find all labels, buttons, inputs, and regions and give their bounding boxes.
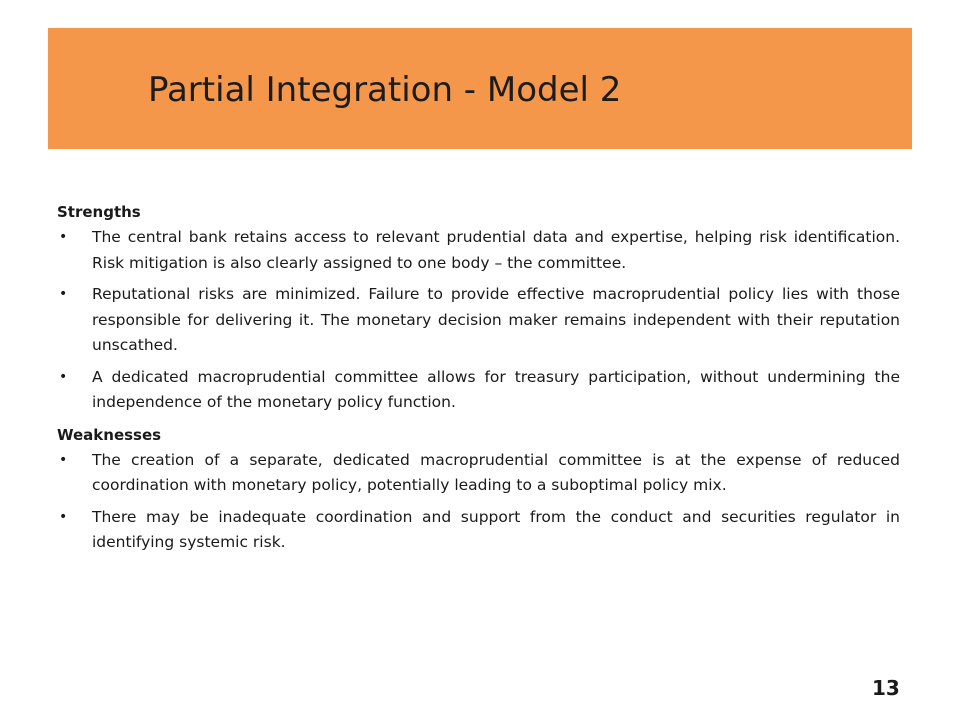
bullet-icon: • [59, 286, 68, 302]
strength-text: Reputational risks are minimized. Failure to provide effective macroprudential policy lies with those responsible for delivering it. The monetary decision maker remains independent with their reputation unscathed. [92, 285, 900, 354]
page-number: 13 [872, 676, 900, 700]
strength-item [57, 365, 900, 416]
slide-title: Partial Integration - Model 2 [148, 70, 622, 110]
strengths-list [57, 225, 900, 416]
weaknesses-list [57, 448, 900, 556]
strengths-heading: Strengths [57, 203, 141, 221]
weaknesses-heading: Weaknesses [57, 425, 162, 444]
weakness-text: The creation of a separate, dedicated macroprudential committee is at the expense of reduced coordination with monetary policy, potentially leading to a suboptimal policy mix. [92, 450, 900, 494]
strength-text: The central bank retains access to relevant prudential data and expertise, helping risk identification. Risk mitigation is also clearly assigned to one body – the committee. [92, 228, 900, 272]
bullet-icon: • [59, 229, 68, 245]
weakness-item [57, 448, 900, 499]
bullet-icon: • [59, 508, 68, 525]
slide-content [57, 199, 900, 562]
bullet-icon: • [59, 451, 68, 468]
bullet-icon: • [59, 368, 68, 385]
strength-text: A dedicated macroprudential committee allows for treasury participation, without undermining the independence of the monetary policy function. [92, 367, 900, 411]
weakness-text: There may be inadequate coordination and support from the conduct and securities regulator in identifying systemic risk. [92, 507, 900, 551]
strength-item [57, 225, 900, 276]
weakness-item [57, 505, 900, 556]
strength-item [57, 282, 900, 359]
